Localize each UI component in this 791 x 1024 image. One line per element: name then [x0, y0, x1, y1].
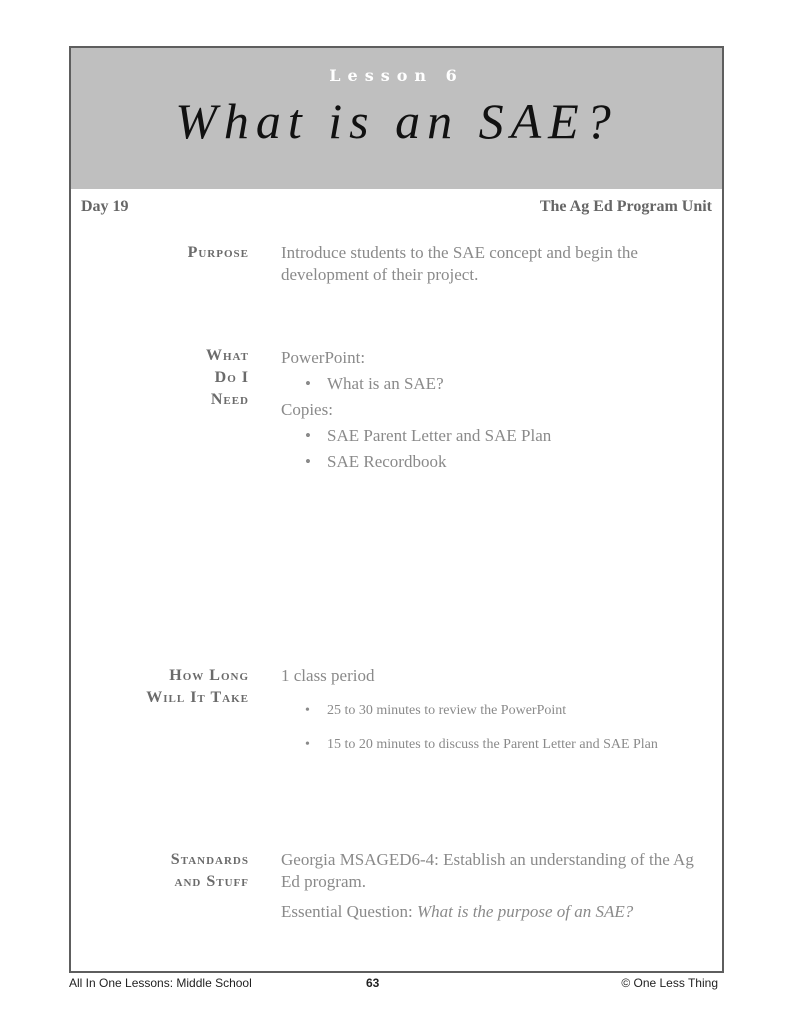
day-label: Day 19 [81, 198, 129, 215]
standards-label: Standards and Stuff [170, 851, 249, 890]
materials-list [281, 345, 711, 475]
standards-section [281, 849, 711, 923]
page-number: 63 [366, 976, 380, 990]
footer-copyright: © One Less Thing [621, 976, 718, 990]
list-item: • 25 to 30 minutes to review the PowerPoint [281, 701, 711, 721]
list-item: • SAE Recordbook [281, 449, 711, 475]
list-item: • SAE Parent Letter and SAE Plan [281, 423, 711, 449]
copies-heading: Copies: [281, 400, 333, 419]
purpose-text: Introduce students to the SAE concept and begin the development of their project. [281, 243, 638, 284]
powerpoint-heading: PowerPoint: [281, 348, 366, 367]
list-item: • What is an SAE? [281, 371, 711, 397]
page-title: What is an SAE? [175, 93, 618, 149]
standards-text: Georgia MSAGED6-4: Establish an understanding of the Ag Ed program. [281, 850, 694, 891]
lesson-header [71, 48, 722, 189]
how-long-label: How Long Will It Take [146, 667, 249, 706]
duration-text: 1 class period [281, 666, 375, 685]
footer-book-title: All In One Lessons: Middle School [69, 976, 252, 990]
lesson-number: Lesson 6 [329, 66, 464, 85]
list-item: • 15 to 20 minutes to discuss the Parent Letter and SAE Plan [281, 735, 711, 755]
unit-label: The Ag Ed Program Unit [539, 198, 712, 215]
what-do-i-need-label: What Do I Need [205, 347, 249, 408]
essential-question: Essential Question: What is the purpose of an SAE? [281, 902, 634, 921]
duration-section [281, 665, 711, 769]
lesson-frame [69, 46, 724, 973]
purpose-label: Purpose [187, 244, 249, 261]
